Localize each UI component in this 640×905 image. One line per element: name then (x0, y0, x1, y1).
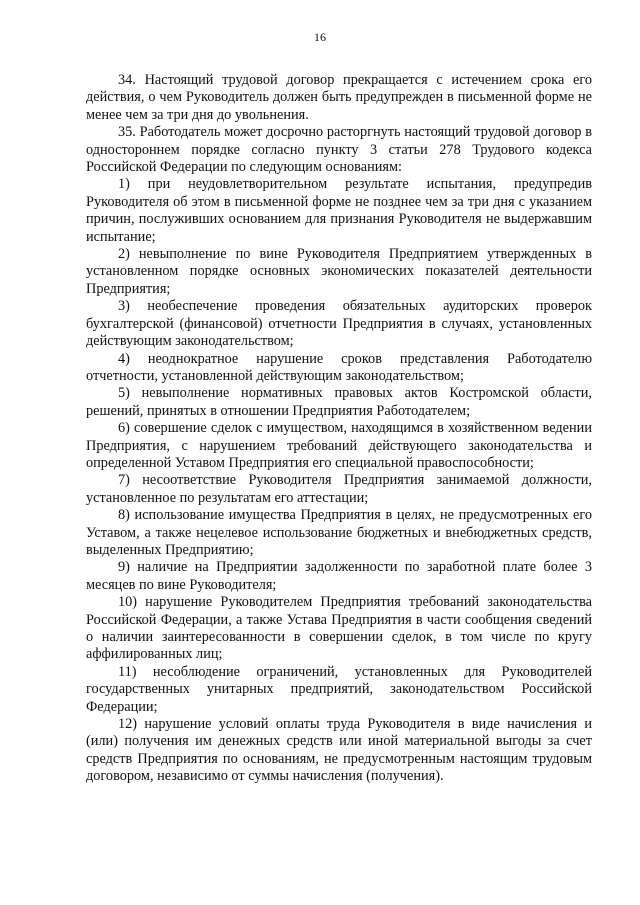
list-item-12: 12) нарушение условий оплаты труда Руководителя в виде начисления и (или) получения им денежных средств или иной материальной выгоды за счет средств Предприятия по основаниям, не предусмотренным настоящим трудовым договором, независимо от суммы начисления (получения). (86, 716, 592, 785)
list-item-3: 3) необеспечение проведения обязательных аудиторских проверок бухгалтерской (финансовой) отчетности Предприятия в случаях, установленных действующим законодательством; (86, 298, 592, 350)
list-item-10: 10) нарушение Руководителем Предприятия требований законодательства Российской Федерации, а также Устава Предприятия в части сообщения сведений о наличии заинтересованности в совершении сделок, в том числе по кругу аффилированных лиц; (86, 594, 592, 663)
list-item-4: 4) неоднократное нарушение сроков представления Работодателю отчетности, установленной действующим законодательством; (86, 350, 592, 384)
list-item-2: 2) невыполнение по вине Руководителя Предприятием утвержденных в установленном порядке основных экономических показателей деятельности Предприятия; (86, 246, 592, 297)
list-item-9: 9) наличие на Предприятии задолженности по заработной плате более 3 месяцев по вине Руководителя; (86, 559, 592, 593)
paragraph-35: 35. Работодатель может досрочно расторгнуть настоящий трудовой договор в одностороннем порядке согласно пункту 3 статьи 278 Трудового кодекса Российской Федерации по следующим основаниям: (86, 124, 592, 176)
list-item-8: 8) использование имущества Предприятия в целях, не предусмотренных его Уставом, а также нецелевое использование бюджетных и внебюджетных средств, выделенных Предприятию; (86, 507, 592, 558)
paragraph-34: 34. Настоящий трудовой договор прекращается с истечением срока его действия, о чем Руководитель должен быть предупрежден в письменной форме не менее чем за три дня до увольнения. (86, 72, 592, 123)
list-item-6: 6) совершение сделок с имуществом, находящимся в хозяйственном ведении Предприятия, с нарушением требований действующего законодательства и определенной Уставом Предприятия его специальной правоспособности; (86, 420, 592, 471)
list-item-5: 5) невыполнение нормативных правовых актов Костромской области, решений, принятых в отношении Предприятия Работодателем; (86, 385, 592, 419)
page-number: 16 (314, 30, 326, 44)
list-item-1: 1) при неудовлетворительном результате испытания, предупредив Руководителя об этом в письменной форме не позднее чем за три дня с указанием причин, послуживших основанием для признания Руководителя не выдержавшим испытание; (86, 176, 592, 245)
document-body (86, 72, 592, 786)
list-item-11: 11) несоблюдение ограничений, установленных для Руководителей государственных унитарных предприятий, законодательством Российской Федерации; (86, 663, 592, 715)
list-item-7: 7) несоответствие Руководителя Предприятия занимаемой должности, установленное по результатам его аттестации; (86, 472, 592, 506)
